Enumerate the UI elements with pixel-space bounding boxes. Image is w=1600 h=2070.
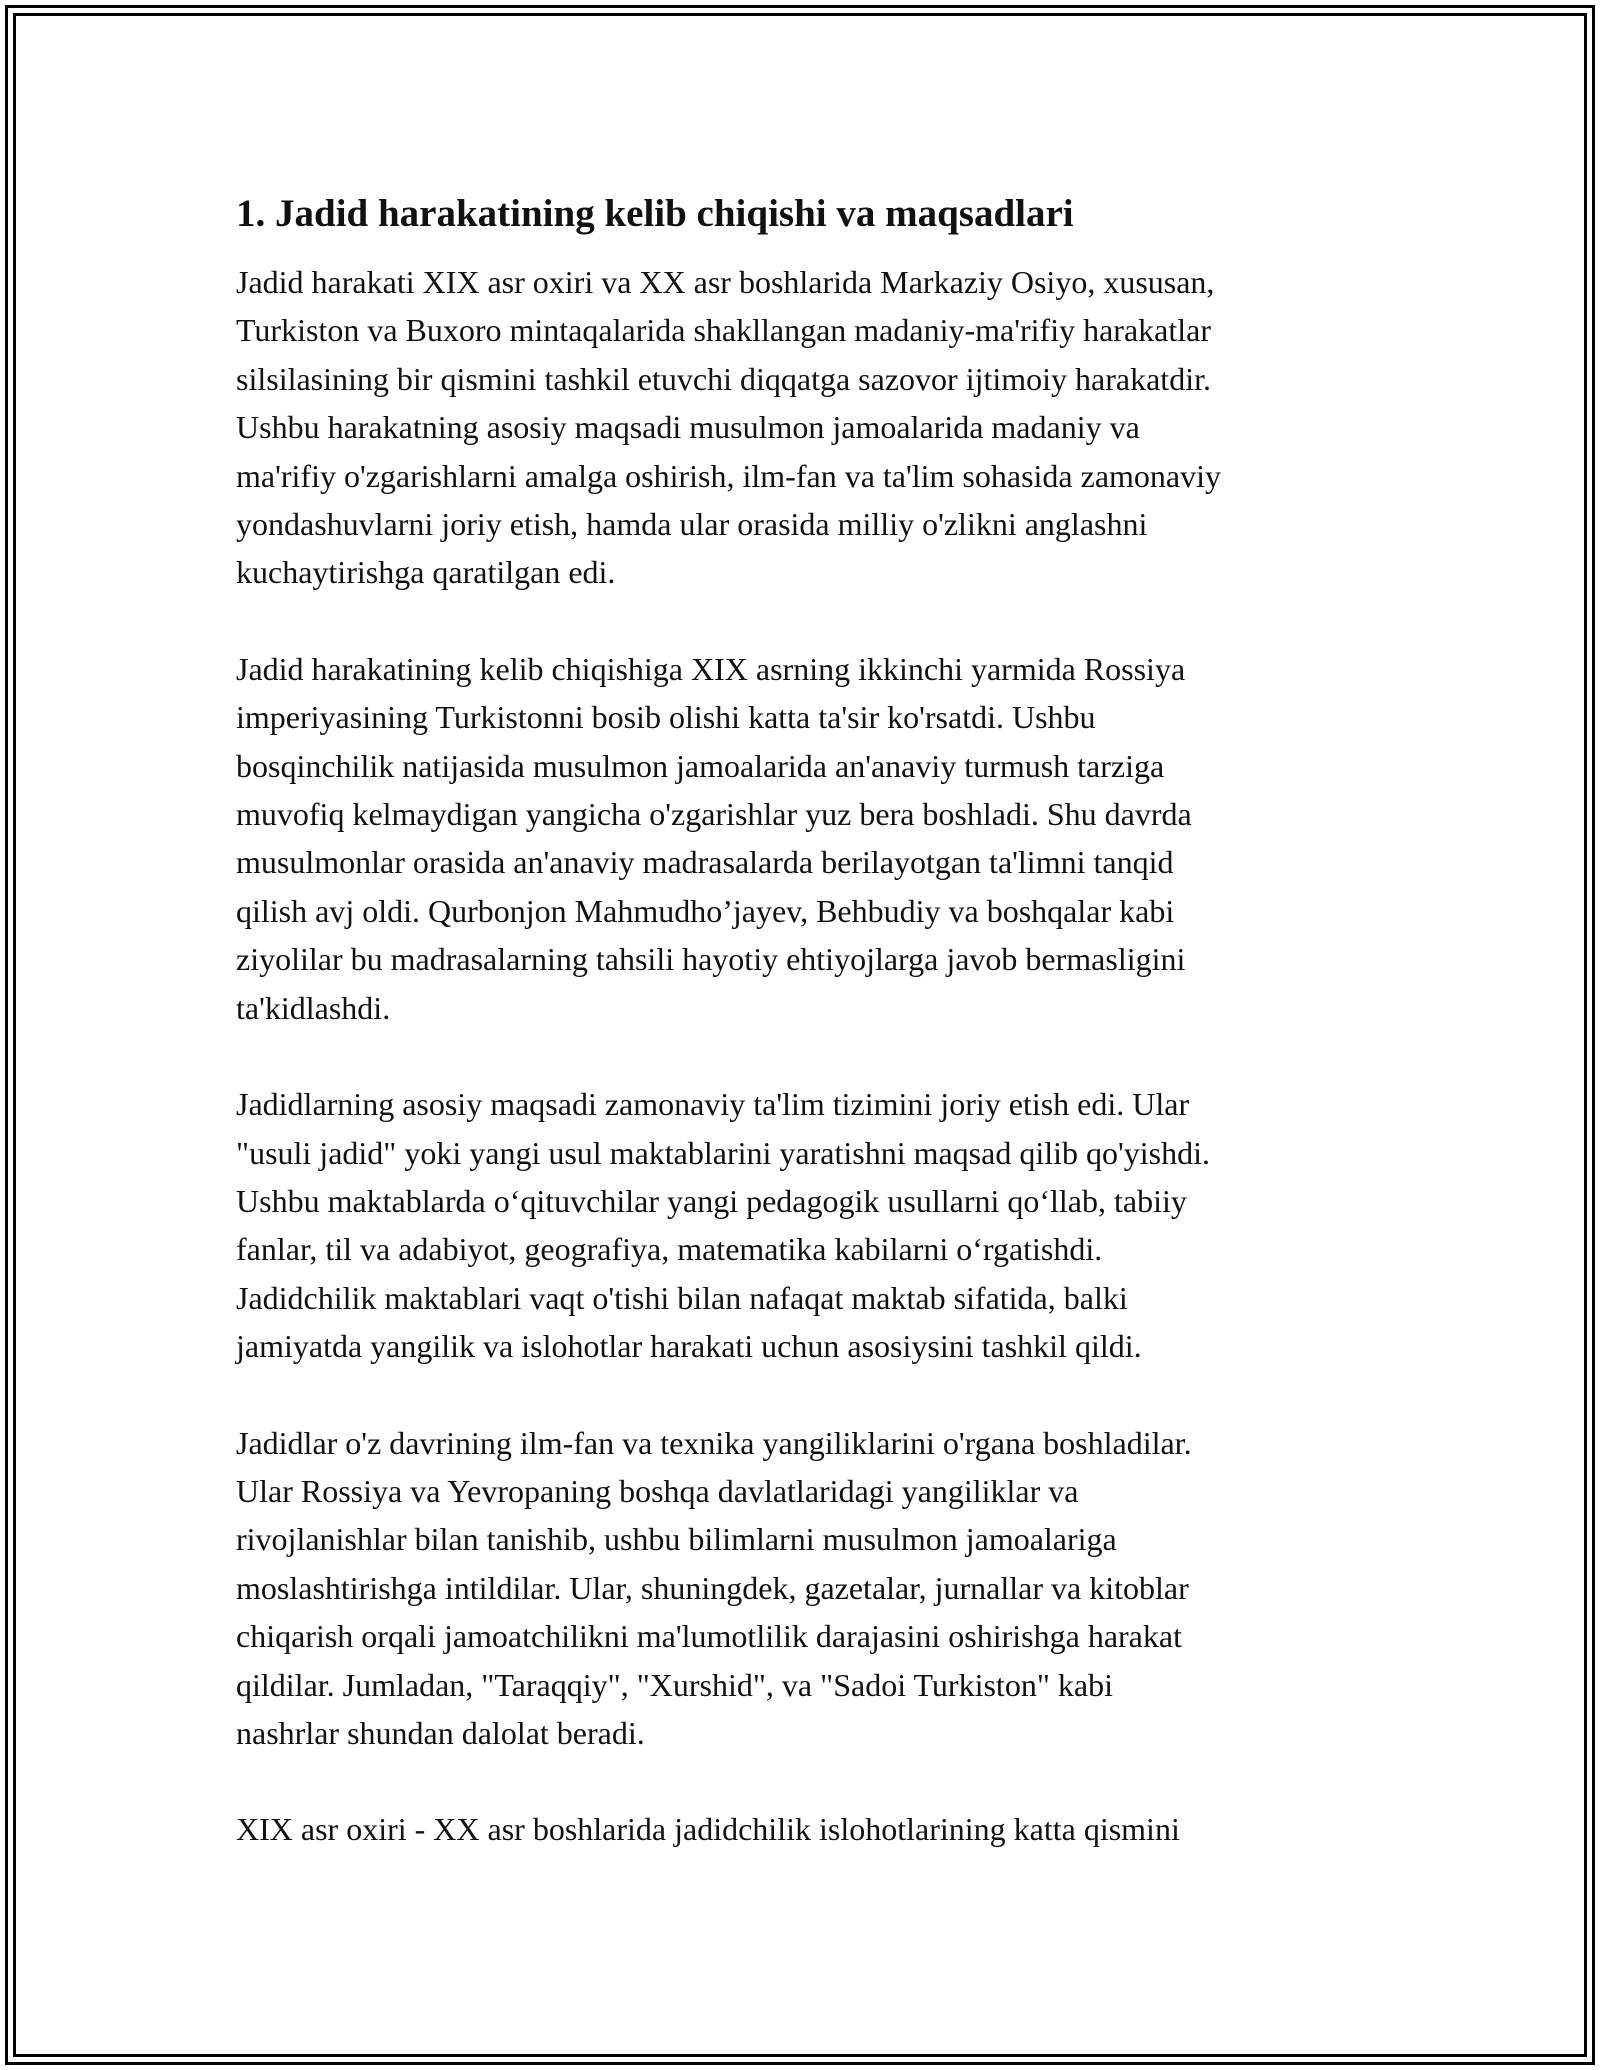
paragraph-5 [236,1805,1386,1853]
text-line: Turkiston va Buxoro mintaqalarida shakllangan madaniy-ma'rifiy harakatlar [236,312,1211,349]
text-line: fanlar, til va adabiyot, geografiya, matematika kabilarni o‘rgatishdi. [236,1231,1103,1268]
text-line: ziyolilar bu madrasalarning tahsili hayotiy ehtiyojlarga javob bermasligini [236,941,1186,978]
text-line: qilish avj oldi. Qurbonjon Mahmudho’jayev, Behbudiy va boshqalar kabi [236,892,1175,929]
text-line: Jadidlar o'z davrining ilm-fan va texnika yangiliklarini o'rgana boshladilar. [236,1424,1192,1461]
text-line: kuchaytirishga qaratilgan edi. [236,554,616,591]
paragraph-1 [236,258,1386,597]
text-line: muvofiq kelmaydigan yangicha o'zgarishlar yuz bera boshladi. Shu davrda [236,796,1192,833]
text-line: ta'kidlashdi. [236,989,391,1026]
text-line: rivojlanishlar bilan tanishib, ushbu bilimlarni musulmon jamoalariga [236,1521,1117,1558]
text-line: Jadid harakatining kelib chiqishiga XIX asrning ikkinchi yarmida Rossiya [236,650,1186,687]
text-line: qildilar. Jumladan, "Taraqqiy", "Xurshid", va "Sadoi Turkiston" kabi [236,1666,1113,1703]
section-heading: 1. Jadid harakatining kelib chiqishi va maqsadlari [236,192,1074,235]
text-line: "usuli jadid" yoki yangi usul maktablarini yaratishni maqsad qilib qo'yishdi. [236,1134,1210,1171]
text-line: Jadidchilik maktablari vaqt o'tishi bilan nafaqat maktab sifatida, balki [236,1279,1128,1316]
paragraph-3 [236,1080,1386,1370]
text-line: jamiyatda yangilik va islohotlar harakati uchun asosiysini tashkil qildi. [236,1328,1142,1365]
text-line: chiqarish orqali jamoatchilikni ma'lumotlilik darajasini oshirishga harakat [236,1618,1182,1655]
text-line: ma'rifiy o'zgarishlarni amalga oshirish, ilm-fan va ta'lim sohasida zamonaviy [236,457,1222,494]
text-line: Ushbu harakatning asosiy maqsadi musulmon jamoalarida madaniy va [236,409,1140,446]
text-line: nashrlar shundan dalolat beradi. [236,1714,645,1751]
text-line: Jadid harakati XIX asr oxiri va XX asr boshlarida Markaziy Osiyo, xususan, [236,264,1215,300]
text-line: XIX asr oxiri - XX asr boshlarida jadidchilik islohotlarining katta qismini [236,1811,1180,1848]
paragraph-4 [236,1419,1386,1758]
text-line: Ushbu maktablarda o‘qituvchilar yangi pedagogik usullarni qo‘llab, tabiiy [236,1182,1187,1219]
text-line: Jadidlarning asosiy maqsadi zamonaviy ta'lim tizimini joriy etish edi. Ular [236,1086,1190,1123]
text-line: Ular Rossiya va Yevropaning boshqa davlatlaridagi yangiliklar va [236,1472,1079,1509]
text-line: silsilasining bir qismini tashkil etuvchi diqqatga sazovor ijtimoiy harakatdir. [236,360,1211,397]
text-line: moslashtirishga intildilar. Ular, shuningdek, gazetalar, jurnallar va kitoblar [236,1569,1189,1606]
text-line: musulmonlar orasida an'anaviy madrasalarda berilayotgan ta'limni tanqid [236,844,1174,881]
text-line: imperiyasining Turkistonni bosib olishi katta ta'sir ko'rsatdi. Ushbu [236,699,1096,736]
paragraph-2 [236,645,1386,1032]
document-body [236,188,1386,1902]
text-line: bosqinchilik natijasida musulmon jamoalarida an'anaviy turmush tarziga [236,747,1165,784]
text-line: yondashuvlarni joriy etish, hamda ular orasida milliy o'zlikni anglashni [236,506,1148,543]
